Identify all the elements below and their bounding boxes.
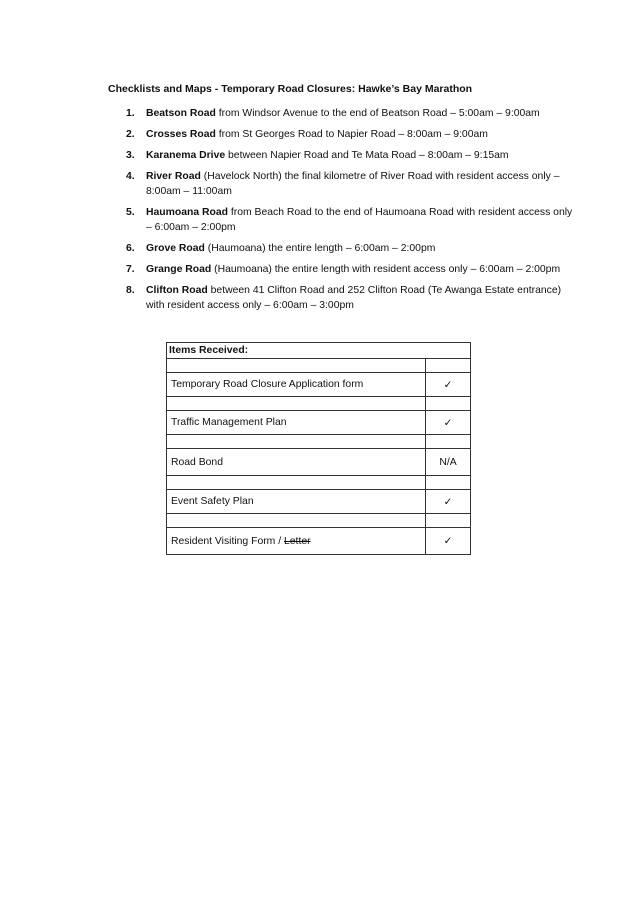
table-header: Items Received: bbox=[167, 343, 471, 359]
table-row bbox=[167, 449, 471, 476]
road-name: Crosses Road bbox=[146, 129, 216, 140]
document-heading: Checklists and Maps - Temporary Road Closures: Hawke’s Bay Marathon bbox=[108, 83, 473, 95]
closure-details: from Windsor Avenue to the end of Beatson Road – 5:00am – 9:00am bbox=[215, 108, 540, 119]
item-label: Resident Visiting Form / bbox=[171, 535, 284, 547]
closure-details: from St Georges Road to Napier Road – 8:00am – 9:00am bbox=[215, 129, 488, 140]
closure-details: from Beach Road to the end of Haumoana Road with resident access only – 6:00am – 2:00pm bbox=[146, 207, 573, 233]
item-status: ✓ bbox=[426, 528, 471, 555]
list-item bbox=[108, 148, 578, 163]
item-number: 1. bbox=[126, 108, 135, 119]
road-name: Grange Road bbox=[146, 264, 212, 275]
item-number: 8. bbox=[126, 285, 135, 296]
table-row bbox=[167, 373, 471, 397]
item-number: 5. bbox=[126, 207, 135, 218]
item-status: ✓ bbox=[426, 373, 471, 397]
road-name: Haumoana Road bbox=[146, 207, 228, 218]
table-row bbox=[167, 528, 471, 555]
list-item bbox=[108, 205, 578, 235]
closure-details: (Haumoana) the entire length with resident access only – 6:00am – 2:00pm bbox=[211, 264, 561, 275]
item-number: 2. bbox=[126, 129, 135, 140]
list-item bbox=[108, 283, 578, 313]
spacer-row bbox=[167, 476, 471, 490]
spacer-row bbox=[167, 359, 471, 373]
list-item bbox=[108, 127, 578, 142]
spacer-row bbox=[167, 514, 471, 528]
item-label: Road Bond bbox=[167, 449, 426, 476]
closure-details: (Haumoana) the entire length – 6:00am – 2:00pm bbox=[204, 243, 436, 254]
struck-text: Letter bbox=[284, 535, 311, 547]
road-name: River Road bbox=[146, 171, 201, 182]
road-closure-list bbox=[108, 106, 578, 319]
table-row bbox=[167, 490, 471, 514]
closure-details: (Havelock North) the final kilometre of River Road with resident access only – 8:00am – 11:00am bbox=[146, 171, 560, 197]
road-name: Grove Road bbox=[146, 243, 205, 254]
road-name: Clifton Road bbox=[146, 285, 208, 296]
item-number: 4. bbox=[126, 171, 135, 182]
item-label: Event Safety Plan bbox=[167, 490, 426, 514]
table-header-row bbox=[167, 343, 471, 359]
item-label-cell bbox=[167, 528, 426, 555]
item-number: 7. bbox=[126, 264, 135, 275]
item-label: Temporary Road Closure Application form bbox=[167, 373, 426, 397]
closure-details: between 41 Clifton Road and 252 Clifton Road (Te Awanga Estate entrance) with resident access only – 6:00am – 3:00pm bbox=[146, 285, 562, 311]
spacer-row bbox=[167, 435, 471, 449]
list-item bbox=[108, 106, 578, 121]
list-item bbox=[108, 169, 578, 199]
list-item bbox=[108, 262, 578, 277]
item-number: 6. bbox=[126, 243, 135, 254]
road-name: Beatson Road bbox=[146, 108, 216, 119]
items-received-table bbox=[166, 342, 471, 555]
closure-details: between Napier Road and Te Mata Road – 8:00am – 9:15am bbox=[225, 150, 509, 161]
road-name: Karanema Drive bbox=[146, 150, 226, 161]
spacer-row bbox=[167, 397, 471, 411]
item-status: N/A bbox=[426, 449, 471, 476]
table-row bbox=[167, 411, 471, 435]
list-item bbox=[108, 241, 578, 256]
item-status: ✓ bbox=[426, 411, 471, 435]
item-number: 3. bbox=[126, 150, 135, 161]
item-label: Traffic Management Plan bbox=[167, 411, 426, 435]
item-status: ✓ bbox=[426, 490, 471, 514]
